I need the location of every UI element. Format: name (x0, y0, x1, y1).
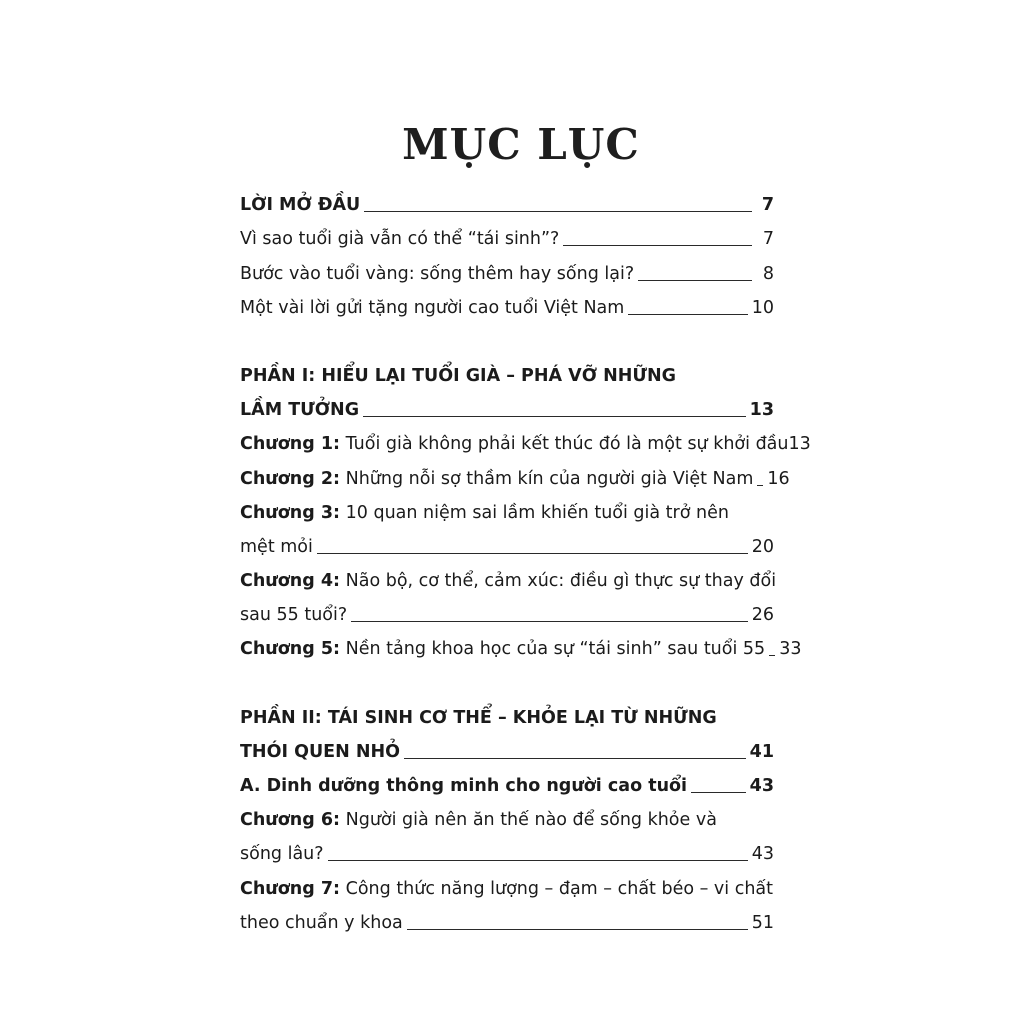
table-of-contents (240, 188, 811, 940)
toc-part-heading[interactable] (240, 700, 774, 734)
toc-entry-text: PHẦN II: TÁI SINH CƠ THỂ – KHỎE LẠI TỪ NHỮNG (240, 707, 717, 728)
toc-entry-text: Những nỗi sợ thầm kín của người già Việt Nam (345, 468, 754, 489)
toc-entry[interactable] (240, 256, 774, 290)
toc-entry-text: Tuổi già không phải kết thúc đó là một sự khởi đầu (345, 434, 789, 455)
toc-entry-text: Một vài lời gửi tặng người cao tuổi Việt Nam (240, 297, 625, 318)
toc-chapter-entry[interactable] (240, 632, 802, 666)
leader-line (757, 485, 763, 486)
toc-entry-text: sống lâu? (240, 844, 324, 865)
leader-line (563, 245, 752, 246)
chapter-label: Chương 6: (240, 810, 341, 831)
toc-entry-text: sau 55 tuổi? (240, 605, 348, 626)
toc-entry-intro[interactable] (240, 188, 774, 222)
toc-chapter-entry[interactable] (240, 461, 790, 495)
toc-part-heading-cont[interactable] (240, 735, 774, 769)
toc-chapter-entry-cont[interactable] (240, 906, 774, 940)
toc-page-number: 8 (762, 263, 774, 284)
leader-line (317, 553, 748, 554)
toc-entry-text: mệt mỏi (240, 536, 313, 557)
toc-page-number: 16 (767, 468, 790, 489)
toc-page-number: 13 (749, 400, 774, 421)
leader-line (769, 655, 775, 656)
toc-entry-text: THÓI QUEN NHỎ (240, 741, 401, 762)
leader-line (638, 280, 752, 281)
chapter-label: Chương 5: (240, 639, 341, 660)
toc-page-number: 10 (751, 297, 774, 318)
leader-line (328, 860, 748, 861)
toc-page-number: 43 (749, 776, 774, 796)
chapter-label: Chương 7: (240, 878, 341, 899)
toc-part-heading[interactable] (240, 359, 774, 393)
toc-entry[interactable] (240, 291, 774, 325)
leader-line (351, 621, 748, 622)
leader-line (363, 416, 746, 417)
chapter-label: Chương 3: (240, 502, 341, 523)
toc-chapter-entry-cont[interactable] (240, 598, 774, 632)
leader-line (364, 211, 752, 212)
leader-line (407, 929, 748, 930)
toc-page-number: 7 (761, 195, 774, 216)
toc-chapter-entry[interactable] (240, 871, 774, 905)
leader-line (404, 758, 746, 759)
toc-chapter-entry-cont[interactable] (240, 530, 774, 564)
toc-entry-text: Bước vào tuổi vàng: sống thêm hay sống lại? (240, 263, 635, 284)
leader-line (628, 314, 747, 315)
toc-part-heading-cont[interactable] (240, 393, 774, 427)
chapter-label: Chương 2: (240, 468, 341, 489)
toc-chapter-entry-cont[interactable] (240, 837, 774, 871)
toc-entry-text: LẦM TƯỞNG (240, 400, 360, 421)
toc-chapter-entry[interactable] (240, 496, 774, 530)
section-spacer (240, 325, 774, 359)
toc-entry[interactable] (240, 222, 774, 256)
toc-entry-text: Người già nên ăn thế nào để sống khỏe và (345, 810, 717, 831)
toc-entry-text: Não bộ, cơ thể, cảm xúc: điều gì thực sự thay đổi (345, 571, 777, 592)
chapter-label: Chương 4: (240, 571, 341, 592)
page-title: MỤC LỤC (402, 120, 640, 169)
section-spacer (240, 666, 774, 700)
toc-page-number: 41 (749, 741, 774, 762)
toc-page-number: 26 (751, 605, 774, 626)
toc-section-entry[interactable] (240, 769, 774, 803)
toc-page-number: 43 (751, 844, 774, 865)
leader-line (691, 792, 746, 793)
toc-page-number: 33 (779, 639, 802, 660)
toc-entry-text: PHẦN I: HIỂU LẠI TUỔI GIÀ – PHÁ VỠ NHỮNG (240, 365, 677, 386)
toc-entry-text: A. Dinh dưỡng thông minh cho người cao tuổi (240, 776, 688, 796)
toc-page-number: 51 (751, 912, 774, 933)
toc-page-number: 7 (762, 229, 774, 250)
toc-chapter-entry[interactable] (240, 564, 777, 598)
toc-page-number: 20 (751, 536, 774, 557)
toc-chapter-entry[interactable] (240, 803, 774, 837)
toc-entry-text: Nền tảng khoa học của sự “tái sinh” sau tuổi 55 (345, 639, 766, 660)
toc-entry-text: Vì sao tuổi già vẫn có thể “tái sinh”? (240, 229, 560, 250)
chapter-label: Chương 1: (240, 434, 341, 455)
toc-entry-text: Công thức năng lượng – đạm – chất béo – vi chất (345, 878, 774, 899)
toc-entry-text: LỜI MỞ ĐẦU (240, 195, 361, 216)
toc-chapter-entry[interactable] (240, 427, 811, 461)
toc-page-number: 13 (788, 434, 811, 455)
toc-entry-text: 10 quan niệm sai lầm khiến tuổi già trở nên (345, 502, 729, 523)
toc-entry-text: theo chuẩn y khoa (240, 912, 403, 933)
